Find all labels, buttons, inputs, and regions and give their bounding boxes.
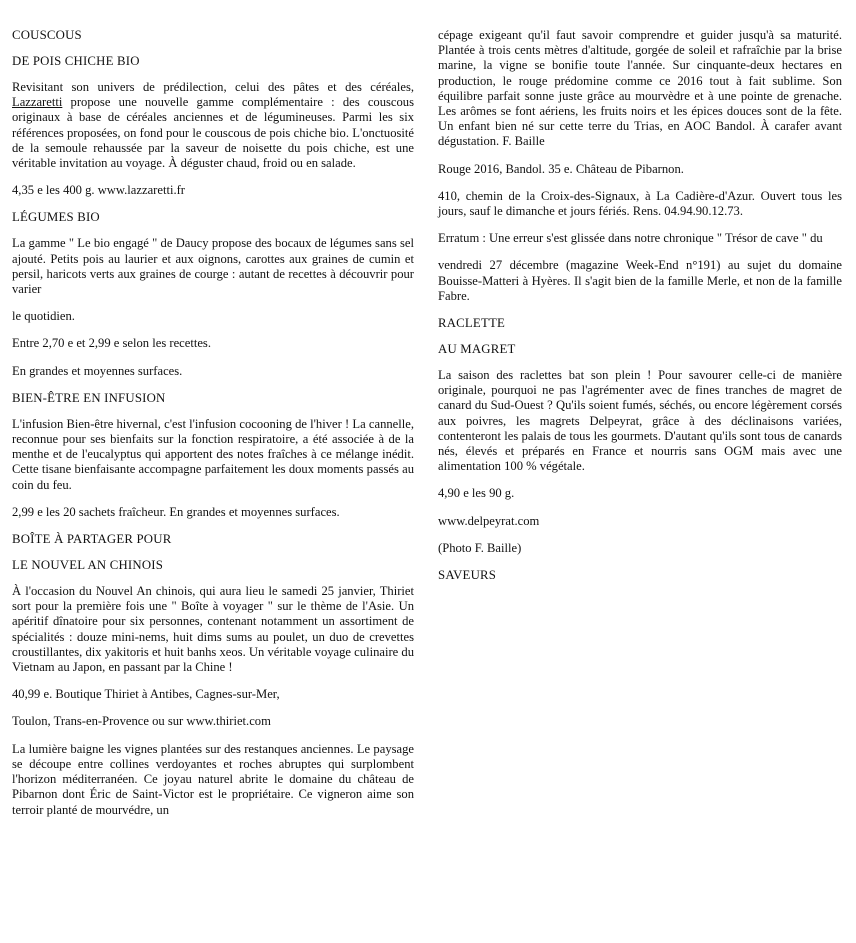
brand-lazzaretti: Lazzaretti bbox=[12, 95, 63, 110]
heading-au-magret: AU MAGRET bbox=[438, 342, 516, 357]
paragraph-couscous-end: propose une nouvelle gamme complémentaire : des couscous originaux à base de céréales anciennes et de légumineuses. Parmi les six références proposées, on fond pour le couscous de pois chiche bio. L'onctuosité de la semoule rehaussée par la saveur de noisette du pois chiche, est une véritable invitation au voyage. À déguster chaud, froid ou en salade. bbox=[12, 95, 414, 171]
heading-boite-partager: BOÎTE À PARTAGER POUR bbox=[12, 532, 172, 547]
heading-raclette: RACLETTE bbox=[438, 316, 505, 331]
left-column bbox=[12, 28, 414, 830]
price-couscous: 4,35 e les 400 g. www.lazzaretti.fr bbox=[12, 183, 185, 198]
price-infusion: 2,99 e les 20 sachets fraîcheur. En grandes et moyennes surfaces. bbox=[12, 504, 340, 519]
price-thiriet: 40,99 e. Boutique Thiriet à Antibes, Cagnes-sur-Mer, bbox=[12, 687, 280, 702]
website-delpeyrat: www.delpeyrat.com bbox=[438, 513, 540, 528]
erratum: Erratum : Une erreur s'est glissée dans notre chronique " Trésor de cave " du bbox=[438, 231, 823, 246]
section-saveurs: SAVEURS bbox=[438, 568, 497, 583]
paragraph-couscous bbox=[12, 80, 414, 171]
paragraph-pibarnon: La lumière baigne les vignes plantées sur des restanques anciennes. Le paysage se découpe entre collines verdoyantes et roches abruptes qui surplombent l'horizon méditerranéen. Ce joyau naturel abrite le domaine du château de Pibarnon dont Éric de Saint-Victor est le propriétaire. Ce vigneron aime son terroir planté de mourvédre, un bbox=[12, 741, 414, 817]
address-pibarnon: 410, chemin de la Croix-des-Signaux, à La Cadière-d'Azur. Ouvert tous les jours, sauf le dimanche et jours fériés. Rens. 04.94.90.12.73. bbox=[438, 188, 842, 219]
store-legumes: En grandes et moyennes surfaces. bbox=[12, 363, 183, 378]
paragraph-legumes: La gamme " Le bio engagé " de Daucy propose des bocaux de légumes sans sel ajouté. Petits pois au laurier et aux oignons, carottes aux graines de cumin et persil, haricots verts aux graines de courge : autant de recettes à découvrir pour varier bbox=[12, 236, 414, 297]
paragraph-couscous-start: Revisitant son univers de prédilection, celui des pâtes et des céréales, bbox=[12, 80, 414, 94]
paragraph-pibarnon-cont: cépage exigeant qu'il faut savoir comprendre et guider jusqu'à sa maturité. Plantée à trois cents mètres d'altitude, gorgée de soleil et rafraîchie par la brise marine, la vigne se bonifie toute l'année. Sur cinquante-deux hectares en production, le rouge prédomine comme ce 2016 tout à fait sublime. Son équilibre parfait sonne juste grâce au mourvèdre et à une pointe de grenache. Les arômes se font aériens, les fruits noirs et les épices douces sont de la fête. Un enfant bien né sur cette terre du Trias, en AOC Bandol. À carafer avant dégustation. F. Baille bbox=[438, 28, 842, 149]
photo-credit: (Photo F. Baille) bbox=[438, 540, 522, 555]
paragraph-raclette: La saison des raclettes bat son plein ! Pour savourer celle-ci de manière originale, pourquoi ne pas l'agrémenter avec de fines tranches de magret de canard du Sud-Ouest ? Qu'ils soient fumés, séchés, ou encore légèrement corsés aux poivres, les magrets Delpeyrat, grâce à des déclinaisons variées, contenteront les palais de tous les gourmets. D'autant qu'ils sont tous de canards nés, élevés et préparés en France et nourris sans OGM mais avec une alimentation 100 % végétale. bbox=[438, 368, 842, 474]
paragraph-legumes-cont: le quotidien. bbox=[12, 309, 75, 324]
heading-legumes-bio: LÉGUMES BIO bbox=[12, 210, 100, 225]
price-pibarnon: Rouge 2016, Bandol. 35 e. Château de Pibarnon. bbox=[438, 161, 684, 176]
price-magret: 4,90 e les 90 g. bbox=[438, 486, 515, 501]
price-legumes: Entre 2,70 e et 2,99 e selon les recettes. bbox=[12, 336, 211, 351]
heading-pois-chiche-bio: DE POIS CHICHE BIO bbox=[12, 54, 140, 68]
heading-couscous: COUSCOUS bbox=[12, 28, 82, 42]
paragraph-nouvel-an: À l'occasion du Nouvel An chinois, qui aura lieu le samedi 25 janvier, Thiriet sort pour la première fois une " Boîte à voyager " sur le thème de l'Asie. Un apéritif dînatoire pour six personnes, contenant notamment un assortiment de spécialités : douze mini-nems, huit dims sums au poulet, un duo de crevettes croustillantes, dix yakitoris et huit banhs xeos. Un véritable voyage culinaire du Vietnam au Japon, en passant par la Chine ! bbox=[12, 584, 414, 675]
heading-bien-etre: BIEN-ÊTRE EN INFUSION bbox=[12, 390, 166, 405]
paragraph-infusion: L'infusion Bien-être hivernal, c'est l'infusion cocooning de l'hiver ! La cannelle, reconnue pour ses bienfaits sur la fonction respiratoire, a été associée à de la menthe et de l'eucalyptus qui apportent des notes fraîches à ce mélange inédit. Cette tisane bienfaisante accompagne parfaitement les doux moments passés au coin du feu. bbox=[12, 416, 414, 492]
heading-nouvel-an: LE NOUVEL AN CHINOIS bbox=[12, 558, 164, 573]
erratum-cont: vendredi 27 décembre (magazine Week-End n°191) au sujet du domaine Bouisse-Matteri à Hyères. Il s'agit bien de la famille Merle, et non de la famille Fabre. bbox=[438, 258, 842, 303]
store-thiriet: Toulon, Trans-en-Provence ou sur www.thiriet.com bbox=[12, 714, 271, 729]
right-column bbox=[438, 28, 842, 594]
